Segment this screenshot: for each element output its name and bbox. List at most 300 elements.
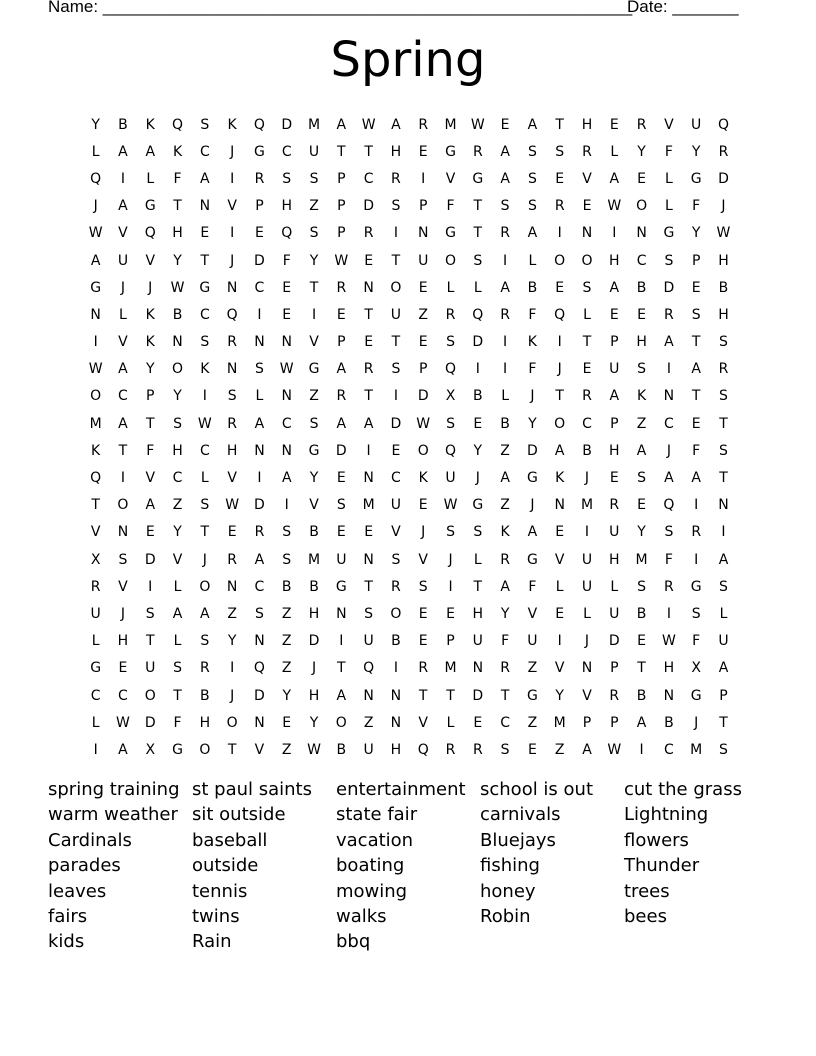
grid-letter[interactable]: Q	[226, 306, 238, 323]
grid-letter[interactable]: P	[610, 714, 619, 731]
grid-letter[interactable]: F	[664, 551, 673, 568]
grid-letter[interactable]: A	[636, 714, 647, 731]
grid-letter[interactable]: V	[445, 170, 456, 187]
grid-letter[interactable]: Y	[691, 225, 701, 242]
grid-letter[interactable]: R	[254, 524, 265, 541]
grid-letter[interactable]: S	[254, 361, 264, 378]
grid-letter[interactable]: I	[639, 741, 644, 758]
grid-letter[interactable]: B	[309, 578, 319, 595]
grid-letter[interactable]: K	[500, 524, 510, 541]
grid-letter[interactable]: B	[309, 524, 319, 541]
grid-letter[interactable]: R	[391, 578, 401, 595]
grid-letter[interactable]: M	[89, 415, 102, 432]
grid-letter[interactable]: J	[557, 361, 562, 378]
grid-letter[interactable]: V	[118, 578, 128, 595]
grid-letter[interactable]: T	[364, 578, 373, 595]
grid-letter[interactable]: V	[118, 334, 128, 351]
grid-letter[interactable]: W	[361, 116, 376, 133]
grid-letter[interactable]: R	[582, 388, 592, 405]
grid-letter[interactable]: Y	[173, 524, 182, 541]
grid-letter[interactable]: Z	[309, 388, 319, 405]
grid-letter[interactable]: E	[637, 170, 647, 187]
grid-letter[interactable]: L	[528, 252, 537, 269]
grid-letter[interactable]: H	[609, 442, 620, 459]
grid-letter[interactable]: B	[172, 306, 183, 323]
grid-letter[interactable]: H	[308, 687, 320, 704]
grid-letter[interactable]: A	[500, 578, 510, 595]
grid-letter[interactable]: T	[446, 687, 455, 704]
grid-letter[interactable]: J	[230, 143, 235, 160]
grid-letter[interactable]: D	[254, 687, 265, 704]
grid-letter[interactable]: R	[363, 361, 374, 378]
grid-letter[interactable]: L	[555, 578, 564, 595]
grid-letter[interactable]: X	[90, 551, 101, 568]
grid-letter[interactable]: W	[88, 225, 103, 242]
grid-letter[interactable]: J	[530, 497, 535, 514]
grid-letter[interactable]: T	[145, 633, 155, 650]
grid-letter[interactable]: V	[527, 605, 538, 622]
grid-letter[interactable]: E	[391, 442, 401, 459]
grid-letter[interactable]: V	[145, 470, 156, 487]
grid-letter[interactable]: S	[446, 334, 455, 351]
grid-letter[interactable]: R	[199, 660, 210, 677]
grid-letter[interactable]: T	[691, 388, 701, 405]
grid-letter[interactable]: I	[393, 225, 398, 242]
grid-letter[interactable]: L	[583, 605, 591, 622]
grid-letter[interactable]: R	[718, 361, 729, 378]
grid-letter[interactable]: V	[227, 470, 237, 487]
grid-letter[interactable]: D	[308, 633, 320, 650]
grid-letter[interactable]: R	[336, 388, 347, 405]
grid-letter[interactable]: M	[690, 741, 703, 758]
grid-letter[interactable]: P	[146, 388, 155, 405]
grid-letter[interactable]: D	[254, 497, 265, 514]
grid-letter[interactable]: N	[117, 524, 129, 541]
grid-letter[interactable]: A	[118, 198, 128, 215]
grid-letter[interactable]: G	[663, 225, 675, 242]
grid-letter[interactable]: I	[284, 497, 289, 514]
grid-letter[interactable]: I	[557, 334, 562, 351]
grid-letter[interactable]: Z	[281, 633, 292, 650]
grid-letter[interactable]: S	[391, 198, 401, 215]
grid-letter[interactable]: N	[226, 279, 238, 296]
grid-letter[interactable]: N	[363, 470, 374, 487]
grid-letter[interactable]: I	[612, 225, 617, 242]
grid-letter[interactable]: G	[308, 361, 320, 378]
grid-letter[interactable]: E	[336, 524, 346, 541]
grid-letter[interactable]: E	[609, 306, 619, 323]
grid-letter[interactable]: B	[636, 279, 647, 296]
grid-letter[interactable]: Z	[281, 660, 292, 677]
grid-letter[interactable]: V	[145, 252, 156, 269]
grid-letter[interactable]: M	[444, 116, 457, 133]
grid-letter[interactable]: H	[308, 605, 320, 622]
grid-letter[interactable]: E	[609, 470, 619, 487]
grid-letter[interactable]: O	[226, 714, 238, 731]
grid-letter[interactable]: E	[118, 660, 128, 677]
grid-letter[interactable]: I	[257, 470, 262, 487]
grid-letter[interactable]: J	[230, 687, 235, 704]
grid-letter[interactable]: P	[418, 198, 428, 215]
grid-letter[interactable]: W	[225, 497, 240, 514]
grid-letter[interactable]: R	[391, 170, 401, 187]
grid-letter[interactable]: F	[528, 578, 537, 595]
grid-letter[interactable]: L	[173, 578, 182, 595]
grid-letter[interactable]: U	[336, 551, 347, 568]
grid-letter[interactable]: I	[230, 225, 235, 242]
grid-letter[interactable]: H	[390, 741, 402, 758]
grid-letter[interactable]: G	[472, 170, 484, 187]
grid-letter[interactable]: I	[120, 470, 126, 487]
grid-letter[interactable]: E	[446, 605, 455, 622]
grid-letter[interactable]: N	[254, 334, 265, 351]
grid-letter[interactable]: F	[692, 442, 701, 459]
grid-letter[interactable]: A	[718, 660, 729, 677]
grid-letter[interactable]: A	[145, 497, 156, 514]
grid-letter[interactable]: I	[230, 660, 235, 677]
grid-letter[interactable]: E	[145, 524, 155, 541]
grid-letter[interactable]: E	[255, 225, 264, 242]
grid-letter[interactable]: T	[719, 714, 728, 731]
grid-letter[interactable]: A	[336, 361, 347, 378]
grid-letter[interactable]: E	[200, 225, 210, 242]
grid-letter[interactable]: P	[610, 334, 619, 351]
grid-letter[interactable]: F	[282, 252, 291, 269]
grid-letter[interactable]: E	[691, 415, 701, 432]
grid-letter[interactable]: P	[582, 714, 592, 731]
grid-letter[interactable]: R	[582, 143, 592, 160]
grid-letter[interactable]: U	[90, 605, 101, 622]
grid-letter[interactable]: A	[118, 143, 128, 160]
grid-letter[interactable]: S	[582, 279, 592, 296]
grid-letter[interactable]: R	[500, 225, 510, 242]
grid-letter[interactable]: W	[116, 714, 130, 731]
grid-letter[interactable]: G	[526, 687, 538, 704]
grid-letter[interactable]: S	[391, 551, 401, 568]
grid-letter[interactable]: G	[144, 198, 156, 215]
grid-letter[interactable]: D	[144, 714, 156, 731]
grid-letter[interactable]: I	[503, 252, 508, 269]
grid-letter[interactable]: I	[557, 225, 562, 242]
grid-letter[interactable]: C	[663, 415, 674, 432]
grid-letter[interactable]: A	[254, 551, 265, 568]
grid-letter[interactable]: X	[691, 660, 701, 677]
grid-letter[interactable]: S	[555, 143, 565, 160]
grid-letter[interactable]: T	[200, 252, 210, 269]
grid-letter[interactable]: A	[500, 470, 510, 487]
grid-letter[interactable]: U	[390, 306, 402, 323]
grid-letter[interactable]: Y	[173, 252, 182, 269]
grid-letter[interactable]: A	[664, 334, 674, 351]
grid-letter[interactable]: L	[146, 170, 155, 187]
grid-letter[interactable]: T	[91, 497, 100, 514]
grid-letter[interactable]: N	[472, 660, 484, 677]
grid-letter[interactable]: N	[336, 605, 347, 622]
grid-letter[interactable]: I	[202, 388, 207, 405]
grid-letter[interactable]: S	[719, 388, 728, 405]
grid-letter[interactable]: C	[254, 578, 265, 595]
grid-letter[interactable]: E	[609, 116, 619, 133]
grid-letter[interactable]: A	[691, 361, 701, 378]
grid-letter[interactable]: K	[145, 306, 155, 323]
grid-letter[interactable]: G	[90, 660, 102, 677]
grid-letter[interactable]: U	[308, 143, 320, 160]
grid-letter[interactable]: G	[308, 442, 320, 459]
grid-letter[interactable]: R	[227, 334, 237, 351]
grid-letter[interactable]: O	[554, 415, 566, 432]
grid-letter[interactable]: E	[282, 714, 292, 731]
grid-letter[interactable]: Z	[527, 714, 538, 731]
grid-letter[interactable]: U	[609, 605, 620, 622]
grid-letter[interactable]: Q	[417, 741, 429, 758]
grid-letter[interactable]: E	[637, 306, 647, 323]
grid-letter[interactable]: O	[636, 198, 648, 215]
grid-letter[interactable]: I	[666, 361, 671, 378]
grid-letter[interactable]: E	[691, 279, 701, 296]
grid-letter[interactable]: A	[691, 470, 701, 487]
grid-letter[interactable]: L	[473, 279, 482, 296]
grid-letter[interactable]: T	[337, 143, 346, 160]
grid-letter[interactable]: L	[501, 388, 509, 405]
grid-letter[interactable]: T	[637, 660, 646, 677]
grid-letter[interactable]: S	[227, 388, 237, 405]
grid-letter[interactable]: N	[581, 225, 593, 242]
grid-letter[interactable]: J	[448, 551, 453, 568]
grid-letter[interactable]: A	[336, 687, 347, 704]
grid-letter[interactable]: R	[472, 741, 483, 758]
grid-letter[interactable]: U	[609, 524, 620, 541]
grid-letter[interactable]: T	[391, 252, 401, 269]
grid-letter[interactable]: Z	[281, 605, 292, 622]
grid-letter[interactable]: U	[581, 551, 593, 568]
grid-letter[interactable]: N	[254, 442, 265, 459]
grid-letter[interactable]: W	[661, 633, 676, 650]
grid-letter[interactable]: I	[421, 170, 426, 187]
grid-letter[interactable]: I	[257, 306, 262, 323]
grid-letter[interactable]: N	[172, 334, 183, 351]
grid-letter[interactable]: A	[254, 415, 265, 432]
grid-letter[interactable]: J	[230, 252, 235, 269]
grid-letter[interactable]: N	[390, 687, 402, 704]
grid-letter[interactable]: A	[500, 170, 510, 187]
grid-letter[interactable]: P	[337, 225, 346, 242]
name-field[interactable]: Name: ________________________________________________________	[48, 0, 633, 16]
grid-letter[interactable]: A	[363, 415, 374, 432]
grid-letter[interactable]: A	[664, 470, 674, 487]
grid-letter[interactable]: L	[119, 306, 127, 323]
grid-letter[interactable]: A	[609, 279, 620, 296]
grid-letter[interactable]: O	[554, 252, 566, 269]
grid-letter[interactable]: L	[610, 578, 619, 595]
grid-letter[interactable]: J	[120, 279, 126, 296]
grid-letter[interactable]: O	[199, 741, 211, 758]
grid-letter[interactable]: F	[446, 198, 455, 215]
grid-letter[interactable]: C	[363, 170, 374, 187]
grid-letter[interactable]: R	[445, 741, 456, 758]
grid-letter[interactable]: T	[173, 687, 182, 704]
grid-letter[interactable]: Y	[173, 388, 182, 405]
grid-letter[interactable]: T	[391, 334, 401, 351]
grid-letter[interactable]: C	[172, 470, 183, 487]
grid-letter[interactable]: T	[473, 198, 483, 215]
grid-letter[interactable]: Q	[663, 497, 675, 514]
grid-letter[interactable]: Y	[309, 252, 319, 269]
grid-letter[interactable]: Q	[253, 660, 265, 677]
grid-letter[interactable]: J	[93, 198, 98, 215]
grid-letter[interactable]: D	[663, 279, 675, 296]
grid-letter[interactable]: P	[337, 334, 346, 351]
grid-letter[interactable]: F	[692, 633, 701, 650]
grid-letter[interactable]: W	[607, 741, 622, 758]
grid-letter[interactable]: F	[664, 143, 673, 160]
grid-letter[interactable]: E	[555, 279, 565, 296]
grid-letter[interactable]: W	[307, 741, 321, 758]
grid-letter[interactable]: G	[690, 687, 702, 704]
grid-letter[interactable]: L	[255, 388, 264, 405]
grid-letter[interactable]: S	[200, 497, 210, 514]
grid-letter[interactable]: Y	[637, 143, 646, 160]
grid-letter[interactable]: R	[227, 415, 237, 432]
grid-letter[interactable]: I	[694, 551, 699, 568]
grid-letter[interactable]: Z	[363, 714, 374, 731]
grid-letter[interactable]: S	[719, 741, 728, 758]
grid-letter[interactable]: W	[416, 415, 431, 432]
grid-letter[interactable]: N	[581, 660, 593, 677]
grid-letter[interactable]: B	[500, 415, 510, 432]
grid-letter[interactable]: R	[500, 660, 510, 677]
grid-letter[interactable]: Z	[500, 497, 510, 514]
grid-letter[interactable]: I	[93, 741, 98, 758]
grid-letter[interactable]: I	[666, 605, 671, 622]
grid-letter[interactable]: W	[88, 361, 103, 378]
grid-letter[interactable]: G	[445, 225, 456, 242]
grid-letter[interactable]: U	[390, 497, 402, 514]
grid-letter[interactable]: B	[718, 279, 729, 296]
grid-letter[interactable]: W	[170, 279, 185, 296]
grid-letter[interactable]: E	[282, 279, 292, 296]
grid-letter[interactable]: C	[118, 388, 128, 405]
grid-letter[interactable]: N	[254, 633, 265, 650]
grid-letter[interactable]: Q	[444, 442, 457, 459]
grid-letter[interactable]: Q	[717, 116, 729, 133]
grid-letter[interactable]: Q	[144, 225, 156, 242]
grid-letter[interactable]: S	[364, 605, 374, 622]
grid-letter[interactable]: W	[716, 225, 731, 242]
grid-letter[interactable]: D	[417, 388, 429, 405]
grid-letter[interactable]: D	[281, 116, 293, 133]
grid-letter[interactable]: E	[418, 143, 428, 160]
grid-letter[interactable]: I	[503, 361, 508, 378]
grid-letter[interactable]: V	[664, 116, 674, 133]
grid-letter[interactable]: E	[418, 633, 428, 650]
grid-letter[interactable]: G	[445, 143, 456, 160]
grid-letter[interactable]: E	[418, 279, 428, 296]
grid-letter[interactable]: V	[309, 334, 319, 351]
grid-letter[interactable]: W	[443, 497, 458, 514]
grid-letter[interactable]: Y	[528, 415, 537, 432]
grid-letter[interactable]: V	[309, 497, 319, 514]
grid-letter[interactable]: A	[200, 605, 210, 622]
grid-letter[interactable]: A	[718, 551, 729, 568]
grid-letter[interactable]: L	[610, 143, 619, 160]
grid-letter[interactable]: D	[718, 170, 729, 187]
grid-letter[interactable]: Q	[554, 306, 566, 323]
grid-letter[interactable]: S	[500, 198, 510, 215]
grid-letter[interactable]: R	[227, 551, 237, 568]
grid-letter[interactable]: E	[555, 524, 565, 541]
grid-letter[interactable]: E	[582, 361, 592, 378]
grid-letter[interactable]: N	[363, 279, 374, 296]
grid-letter[interactable]: Q	[253, 116, 265, 133]
grid-letter[interactable]: G	[172, 741, 183, 758]
grid-letter[interactable]: K	[527, 334, 537, 351]
grid-letter[interactable]: Y	[473, 442, 483, 459]
grid-letter[interactable]: F	[173, 714, 182, 731]
grid-letter[interactable]: Q	[90, 170, 102, 187]
grid-letter[interactable]: C	[281, 415, 292, 432]
grid-letter[interactable]: W	[279, 361, 294, 378]
grid-letter[interactable]: S	[527, 143, 537, 160]
grid-letter[interactable]: O	[581, 252, 593, 269]
grid-letter[interactable]: H	[609, 252, 620, 269]
grid-letter[interactable]: Z	[527, 660, 538, 677]
grid-letter[interactable]: J	[421, 524, 426, 541]
grid-letter[interactable]: Z	[636, 415, 647, 432]
grid-letter[interactable]: Y	[637, 524, 646, 541]
grid-letter[interactable]: H	[718, 252, 729, 269]
grid-letter[interactable]: H	[581, 116, 593, 133]
grid-letter[interactable]: T	[337, 660, 346, 677]
grid-letter[interactable]: R	[254, 170, 265, 187]
grid-letter[interactable]: A	[527, 116, 538, 133]
grid-letter[interactable]: Q	[281, 225, 293, 242]
grid-letter[interactable]: Z	[309, 198, 319, 215]
grid-letter[interactable]: Q	[90, 470, 102, 487]
grid-letter[interactable]: I	[694, 497, 699, 514]
grid-letter[interactable]: R	[363, 225, 374, 242]
grid-letter[interactable]: C	[582, 415, 592, 432]
grid-letter[interactable]: N	[663, 388, 675, 405]
grid-letter[interactable]: J	[202, 551, 207, 568]
grid-letter[interactable]: C	[281, 143, 292, 160]
grid-letter[interactable]: A	[172, 605, 183, 622]
grid-letter[interactable]: M	[307, 551, 321, 568]
grid-letter[interactable]: L	[200, 470, 209, 487]
grid-letter[interactable]: S	[527, 198, 537, 215]
grid-letter[interactable]: T	[200, 524, 210, 541]
grid-letter[interactable]: R	[418, 660, 429, 677]
grid-letter[interactable]: T	[555, 116, 564, 133]
grid-letter[interactable]: D	[335, 442, 347, 459]
grid-letter[interactable]: D	[608, 633, 620, 650]
grid-letter[interactable]: D	[144, 551, 156, 568]
grid-letter[interactable]: S	[691, 605, 701, 622]
grid-letter[interactable]: W	[607, 198, 622, 215]
grid-letter[interactable]: N	[226, 578, 238, 595]
grid-letter[interactable]: Q	[472, 306, 484, 323]
grid-letter[interactable]: N	[636, 225, 647, 242]
grid-letter[interactable]: R	[636, 116, 647, 133]
grid-letter[interactable]: A	[118, 361, 128, 378]
grid-letter[interactable]: B	[336, 741, 347, 758]
grid-letter[interactable]: O	[417, 442, 429, 459]
grid-letter[interactable]: A	[636, 442, 647, 459]
grid-letter[interactable]: I	[448, 578, 453, 595]
grid-letter[interactable]: B	[281, 578, 292, 595]
grid-letter[interactable]: U	[363, 741, 374, 758]
grid-letter[interactable]: S	[719, 442, 728, 459]
grid-letter[interactable]: L	[664, 170, 673, 187]
